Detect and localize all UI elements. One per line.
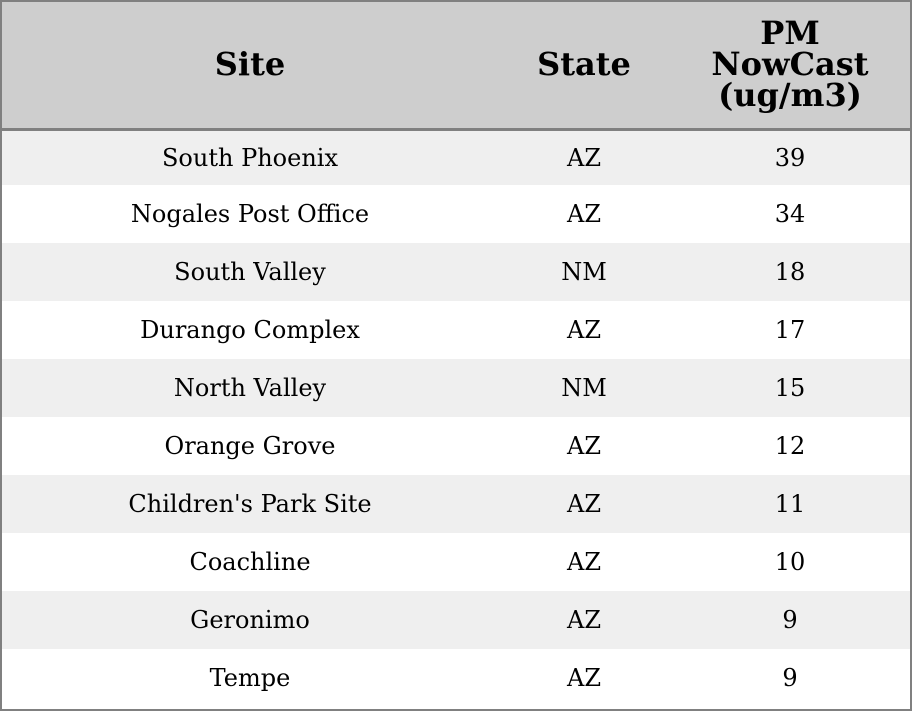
table-row [2, 185, 910, 243]
header-line: PM [760, 14, 820, 53]
table-body [2, 129, 910, 707]
cell-pm-nowcast: 17 [774, 316, 806, 344]
table-row [2, 301, 910, 359]
cell-pm-nowcast: 34 [774, 200, 806, 228]
cell-site: Children's Park Site [128, 490, 372, 518]
cell-site: Durango Complex [140, 316, 360, 344]
column-header-site [2, 2, 498, 129]
cell-pm-nowcast: 10 [774, 548, 806, 576]
cell-site: Geronimo [190, 606, 310, 634]
cell-pm-nowcast: 39 [774, 143, 806, 172]
table-row [2, 129, 910, 185]
table-row [2, 475, 910, 533]
cell-site: Nogales Post Office [130, 200, 370, 228]
column-header-pm-nowcast [670, 2, 910, 129]
table-row [2, 417, 910, 475]
cell-pm-nowcast: 11 [774, 490, 806, 518]
table-row [2, 359, 910, 417]
header-line: NowCast [711, 45, 869, 84]
cell-state: AZ [566, 606, 601, 634]
cell-state: NM [561, 374, 607, 402]
header-line: Site [214, 45, 286, 84]
cell-state: AZ [566, 490, 601, 518]
table-row [2, 243, 910, 301]
cell-pm-nowcast: 15 [774, 374, 806, 402]
header-row [2, 2, 910, 129]
cell-state: AZ [566, 200, 601, 228]
cell-pm-nowcast: 12 [774, 432, 806, 460]
table-row [2, 591, 910, 649]
cell-state: NM [561, 258, 607, 286]
cell-pm-nowcast: 9 [782, 664, 798, 692]
cell-state: AZ [566, 548, 601, 576]
table-row [2, 649, 910, 707]
cell-site: Coachline [189, 548, 311, 576]
header-line: (ug/m3) [718, 76, 862, 115]
data-table [2, 2, 910, 707]
column-header-state [498, 2, 670, 129]
header-line: State [537, 45, 631, 84]
cell-pm-nowcast: 18 [774, 258, 806, 286]
table-row [2, 533, 910, 591]
cell-site: South Valley [174, 258, 326, 286]
cell-pm-nowcast: 9 [782, 606, 798, 634]
table-header [2, 2, 910, 129]
cell-state: AZ [566, 316, 601, 344]
cell-site: Orange Grove [164, 432, 336, 460]
cell-site: South Phoenix [161, 143, 338, 172]
cell-site: North Valley [173, 374, 327, 402]
cell-state: AZ [566, 664, 601, 692]
cell-site: Tempe [209, 664, 291, 692]
cell-state: AZ [566, 432, 601, 460]
cell-state: AZ [566, 143, 601, 172]
